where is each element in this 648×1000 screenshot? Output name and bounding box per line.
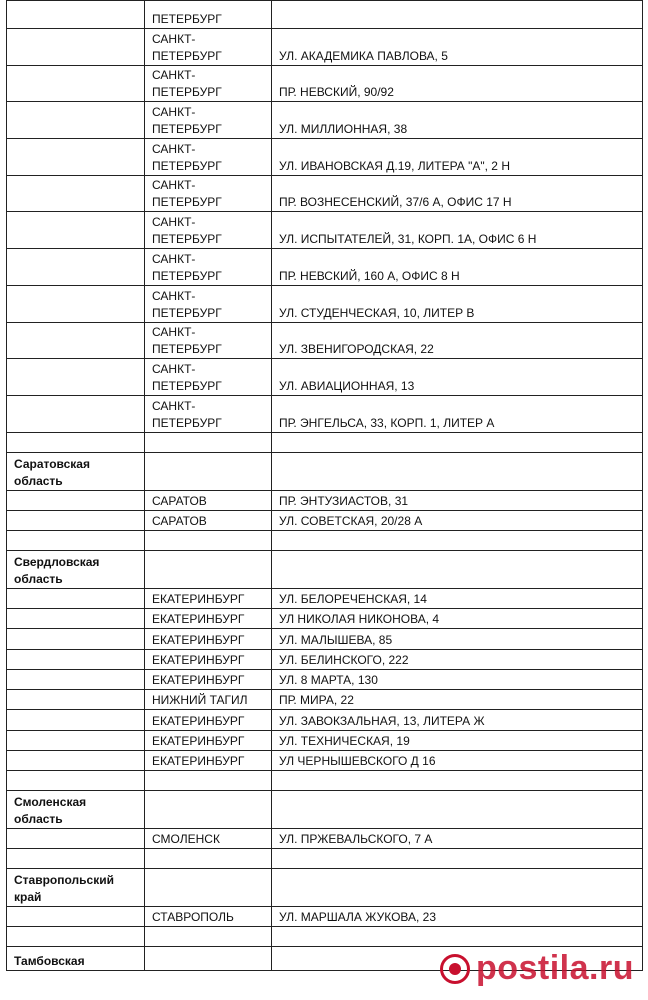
watermark-text: postila.ru <box>475 949 634 987</box>
city-cell: САРАТОВ <box>145 511 272 531</box>
city-cell: ЕКАТЕРИНБУРГ <box>145 589 272 609</box>
address-cell <box>272 433 643 453</box>
table-row <box>7 359 643 396</box>
region-cell <box>7 829 145 849</box>
region-cell <box>7 771 145 791</box>
table-row <box>7 731 643 751</box>
city-cell <box>145 947 272 971</box>
address-table-body <box>7 1 643 971</box>
table-row <box>7 433 643 453</box>
city-cell <box>145 453 272 491</box>
table-row <box>7 212 643 249</box>
city-cell: САНКТ- ПЕТЕРБУРГ <box>145 176 272 212</box>
address-cell: УЛ. ИВАНОВСКАЯ Д.19, ЛИТЕРА "А", 2 Н <box>272 139 643 176</box>
table-row <box>7 869 643 907</box>
table-row <box>7 771 643 791</box>
table-row <box>7 829 643 849</box>
city-cell: ЕКАТЕРИНБУРГ <box>145 670 272 690</box>
address-cell: УЛ. СОВЕТСКАЯ, 20/28 А <box>272 511 643 531</box>
city-cell: САНКТ- ПЕТЕРБУРГ <box>145 139 272 176</box>
address-cell: УЛ ЧЕРНЫШЕВСКОГО Д 16 <box>272 751 643 771</box>
city-cell: САНКТ- ПЕТЕРБУРГ <box>145 29 272 66</box>
region-cell <box>7 176 145 212</box>
table-row <box>7 589 643 609</box>
city-cell: САРАТОВ <box>145 491 272 511</box>
address-cell: УЛ. МАЛЫШЕВА, 85 <box>272 629 643 650</box>
table-row <box>7 511 643 531</box>
region-cell <box>7 849 145 869</box>
city-cell <box>145 771 272 791</box>
region-cell <box>7 690 145 710</box>
city-cell: НИЖНИЙ ТАГИЛ <box>145 690 272 710</box>
table-row <box>7 947 643 971</box>
city-cell <box>145 849 272 869</box>
region-cell <box>7 629 145 650</box>
table-row <box>7 249 643 286</box>
address-cell: УЛ. ИСПЫТАТЕЛЕЙ, 31, КОРП. 1А, ОФИС 6 Н <box>272 212 643 249</box>
city-cell <box>145 869 272 907</box>
region-cell: Смоленская область <box>7 791 145 829</box>
city-cell: ЕКАТЕРИНБУРГ <box>145 629 272 650</box>
city-cell: ЕКАТЕРИНБУРГ <box>145 710 272 731</box>
region-cell <box>7 323 145 359</box>
region-cell: Тамбовская <box>7 947 145 971</box>
table-row <box>7 710 643 731</box>
table-row <box>7 551 643 589</box>
region-cell: Свердловская область <box>7 551 145 589</box>
address-cell: УЛ. МИЛЛИОННАЯ, 38 <box>272 102 643 139</box>
table-row <box>7 907 643 927</box>
table-row <box>7 491 643 511</box>
table-row <box>7 396 643 433</box>
address-table-sheet <box>6 0 642 971</box>
address-cell: ПР. НЕВСКИЙ, 90/92 <box>272 66 643 102</box>
region-cell <box>7 102 145 139</box>
region-cell <box>7 731 145 751</box>
region-cell <box>7 29 145 66</box>
city-cell: ЕКАТЕРИНБУРГ <box>145 650 272 670</box>
address-cell: ПР. МИРА, 22 <box>272 690 643 710</box>
region-cell <box>7 1 145 29</box>
address-cell: УЛ. ЗВЕНИГОРОДСКАЯ, 22 <box>272 323 643 359</box>
table-row <box>7 650 643 670</box>
table-row <box>7 751 643 771</box>
region-cell <box>7 212 145 249</box>
city-cell: САНКТ- ПЕТЕРБУРГ <box>145 286 272 323</box>
address-cell <box>272 771 643 791</box>
city-cell: ЕКАТЕРИНБУРГ <box>145 609 272 629</box>
region-cell <box>7 433 145 453</box>
address-cell <box>272 947 643 971</box>
table-row <box>7 453 643 491</box>
city-cell: САНКТ- ПЕТЕРБУРГ <box>145 323 272 359</box>
address-cell: ПР. ВОЗНЕСЕНСКИЙ, 37/6 А, ОФИС 17 Н <box>272 176 643 212</box>
address-table <box>6 0 643 971</box>
region-cell <box>7 511 145 531</box>
address-cell: УЛ. ПРЖЕВАЛЬСКОГО, 7 А <box>272 829 643 849</box>
region-cell <box>7 670 145 690</box>
region-cell <box>7 609 145 629</box>
region-cell <box>7 66 145 102</box>
city-cell: ЕКАТЕРИНБУРГ <box>145 731 272 751</box>
city-cell: САНКТ- ПЕТЕРБУРГ <box>145 66 272 102</box>
address-cell <box>272 927 643 947</box>
table-row <box>7 927 643 947</box>
city-cell: САНКТ- ПЕТЕРБУРГ <box>145 249 272 286</box>
city-cell: ЕКАТЕРИНБУРГ <box>145 751 272 771</box>
region-cell <box>7 491 145 511</box>
table-row <box>7 609 643 629</box>
address-cell <box>272 849 643 869</box>
region-cell <box>7 249 145 286</box>
region-cell <box>7 396 145 433</box>
table-row <box>7 286 643 323</box>
address-cell: УЛ. ЗАВОКЗАЛЬНАЯ, 13, ЛИТЕРА Ж <box>272 710 643 731</box>
address-cell: УЛ. АКАДЕМИКА ПАВЛОВА, 5 <box>272 29 643 66</box>
city-cell <box>145 791 272 829</box>
region-cell <box>7 751 145 771</box>
table-row <box>7 176 643 212</box>
address-cell <box>272 453 643 491</box>
address-cell: ПР. НЕВСКИЙ, 160 А, ОФИС 8 Н <box>272 249 643 286</box>
city-cell <box>145 551 272 589</box>
city-cell: САНКТ- ПЕТЕРБУРГ <box>145 359 272 396</box>
city-cell: СМОЛЕНСК <box>145 829 272 849</box>
region-cell: Ставропольский край <box>7 869 145 907</box>
address-cell: УЛ. БЕЛИНСКОГО, 222 <box>272 650 643 670</box>
city-cell <box>145 531 272 551</box>
region-cell <box>7 927 145 947</box>
city-cell: СТАВРОПОЛЬ <box>145 907 272 927</box>
table-row <box>7 531 643 551</box>
region-cell <box>7 589 145 609</box>
region-cell <box>7 531 145 551</box>
city-cell: ПЕТЕРБУРГ <box>145 1 272 29</box>
table-row <box>7 670 643 690</box>
address-cell: УЛ НИКОЛАЯ НИКОНОВА, 4 <box>272 609 643 629</box>
address-cell <box>272 531 643 551</box>
address-cell <box>272 869 643 907</box>
address-cell: ПР. ЭНТУЗИАСТОВ, 31 <box>272 491 643 511</box>
table-row <box>7 791 643 829</box>
region-cell <box>7 650 145 670</box>
region-cell <box>7 359 145 396</box>
table-row <box>7 139 643 176</box>
address-cell: УЛ. 8 МАРТА, 130 <box>272 670 643 690</box>
address-cell: УЛ. БЕЛОРЕЧЕНСКАЯ, 14 <box>272 589 643 609</box>
address-cell: УЛ. ТЕХНИЧЕСКАЯ, 19 <box>272 731 643 751</box>
address-cell: УЛ. АВИАЦИОННАЯ, 13 <box>272 359 643 396</box>
table-row <box>7 29 643 66</box>
table-row <box>7 102 643 139</box>
address-cell <box>272 551 643 589</box>
region-cell <box>7 907 145 927</box>
address-cell: УЛ. МАРШАЛА ЖУКОВА, 23 <box>272 907 643 927</box>
city-cell: САНКТ- ПЕТЕРБУРГ <box>145 212 272 249</box>
table-row <box>7 66 643 102</box>
address-cell <box>272 1 643 29</box>
table-row <box>7 629 643 650</box>
table-row <box>7 690 643 710</box>
region-cell <box>7 286 145 323</box>
address-cell: ПР. ЭНГЕЛЬСА, 33, КОРП. 1, ЛИТЕР А <box>272 396 643 433</box>
region-cell <box>7 710 145 731</box>
table-row <box>7 1 643 29</box>
city-cell: САНКТ- ПЕТЕРБУРГ <box>145 396 272 433</box>
city-cell <box>145 927 272 947</box>
address-cell: УЛ. СТУДЕНЧЕСКАЯ, 10, ЛИТЕР В <box>272 286 643 323</box>
table-row <box>7 849 643 869</box>
table-row <box>7 323 643 359</box>
address-cell <box>272 791 643 829</box>
city-cell <box>145 433 272 453</box>
region-cell <box>7 139 145 176</box>
region-cell: Саратовская область <box>7 453 145 491</box>
city-cell: САНКТ- ПЕТЕРБУРГ <box>145 102 272 139</box>
